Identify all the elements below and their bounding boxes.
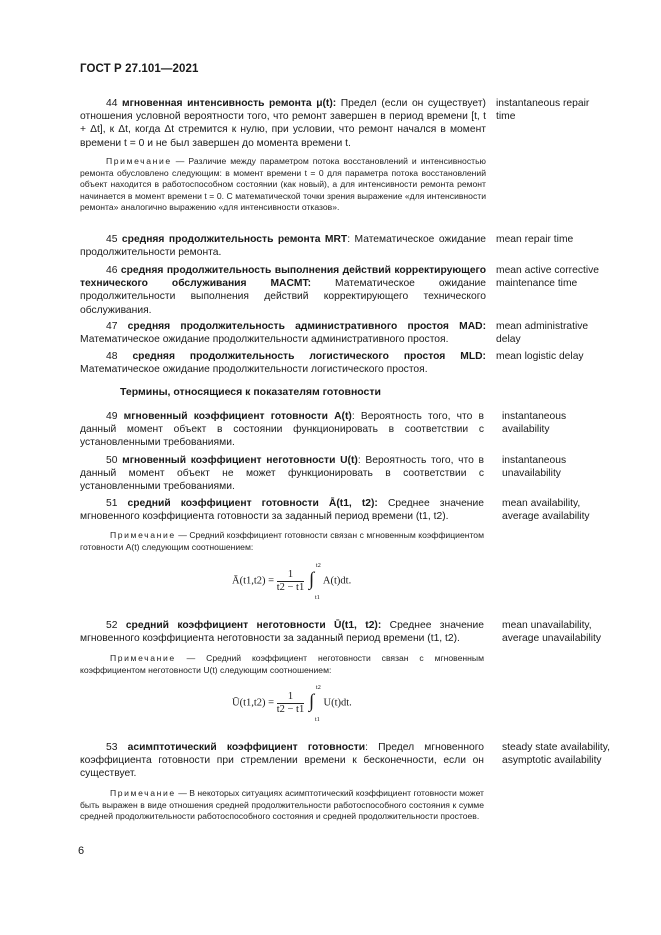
term-definition: Математическое ожидание продолжительности выполнения действий корректирующего технического обслуживания. <box>80 278 486 316</box>
term-number: 47 <box>106 321 118 332</box>
term-entry-44 <box>80 97 486 150</box>
term-name: средний коэффициент неготовности Ū(t1, t2): <box>125 620 382 631</box>
term-definition: Предел (если он существует) отношения условной вероятности того, что ремонт завершен в период времени [t, t + Δt], к Δt, когда Δt стремится к нулю, при условии, что ремонт начался в момент времени t = 0 и не был завершен до момента времени t. <box>80 98 486 149</box>
page-number: 6 <box>78 845 85 857</box>
term-name: средняя продолжительность логистического простоя MLD: <box>132 351 486 362</box>
term-number: 46 <box>106 265 118 276</box>
term-name: мгновенная интенсивность ремонта μ(t): <box>122 98 337 109</box>
term-definition: : Предел мгновенного коэффициента готовности при стремлении времени к бесконечности, если он существует. <box>80 742 484 780</box>
note-label: Примечание <box>110 788 176 798</box>
note-51 <box>80 530 484 553</box>
note-52 <box>80 653 484 676</box>
formula-rhs: A(t)dt. <box>322 575 352 587</box>
note-text: — В некоторых ситуациях асимптотический коэффициент готовности может быть выражен в виде отношения средней продолжительности работоспособного состояния к сумме средней продолжительности работоспособного состояния и средней продолжительности простоев. <box>80 788 484 822</box>
term-entry-51 <box>80 497 484 523</box>
term-number: 50 <box>106 455 118 466</box>
note-label: Примечание <box>110 530 176 540</box>
term-definition: : Вероятность того, что в данный момент объект в состоянии функционировать в соответствии с установленными требованиями. <box>80 411 484 449</box>
term-definition: : Математическое ожидание продолжительности ремонта. <box>80 234 486 259</box>
integral-sign: t2 ∫ t1 <box>308 684 321 723</box>
term-english-45: mean repair time <box>496 234 574 245</box>
term-entry-47 <box>80 320 486 346</box>
formula-rhs: U(t)dt. <box>323 697 352 709</box>
term-number: 53 <box>106 742 118 753</box>
term-english-53: steady state availability, asymptotic availability <box>502 742 610 767</box>
term-definition: Среднее значение мгновенного коэффициента готовности за заданный период времени (t1, t2). <box>80 498 484 523</box>
term-number: 49 <box>106 411 118 422</box>
term-entry-52 <box>80 619 484 645</box>
term-number: 45 <box>106 234 118 245</box>
term-definition: Математическое ожидание продолжительности логистического простоя. <box>80 364 428 376</box>
term-name: мгновенный коэффициент неготовности U(t) <box>122 455 358 466</box>
term-entry-49 <box>80 410 484 450</box>
term-entry-53 <box>80 741 484 781</box>
note-label: Примечание <box>110 653 176 663</box>
note-53 <box>80 788 484 823</box>
note-44 <box>80 156 486 214</box>
term-number: 44 <box>106 98 118 109</box>
term-definition: : Вероятность того, что в данный момент объект не может функционировать в соответствии с установленными требованиями. <box>80 455 484 493</box>
term-english-50: instantaneous unavailability <box>502 455 567 480</box>
term-definition: Математическое ожидание продолжительности административного простоя. <box>80 334 449 346</box>
note-text: — Средний коэффициент готовности связан с мгновенным коэффициентом готовности A(t) следующим соотношением: <box>80 530 484 552</box>
term-name: средний коэффициент готовности Ā(t1, t2): <box>127 498 378 509</box>
integral-sign: t2 ∫ t1 <box>308 562 321 601</box>
term-number: 48 <box>106 351 118 362</box>
term-entry-45 <box>80 233 486 259</box>
term-english-51: mean availability, average availability <box>502 498 590 523</box>
term-number: 52 <box>106 620 118 631</box>
page-header-title: ГОСТ Р 27.101—2021 <box>80 63 199 75</box>
fraction: $\frac{1}{t2 - t1}$ <box>276 690 305 715</box>
term-name: средняя продолжительность ремонта MRT <box>121 234 348 245</box>
term-english-46: mean active corrective maintenance time <box>496 265 600 290</box>
term-entry-50 <box>80 454 484 494</box>
note-text: — Средний коэффициент неготовности связан с мгновенным коэффициентом неготовности U(t) следующим соотношением: <box>80 653 484 675</box>
term-number: 51 <box>106 498 118 509</box>
term-entry-48 <box>80 350 486 376</box>
term-definition: Среднее значение мгновенного коэффициента неготовности за заданный период времени (t1, t2). <box>80 620 484 645</box>
term-english-49: instantaneous availability <box>502 411 567 436</box>
term-english-44: instantaneous repair time <box>496 98 590 123</box>
term-name: средняя продолжительность административного простоя MAD: <box>127 321 486 332</box>
term-entry-46 <box>80 264 486 317</box>
formula-lhs: Ā(t1,t2) = <box>232 575 275 587</box>
formula-mean-availability <box>232 562 352 601</box>
note-label: Примечание <box>106 156 172 166</box>
term-name: асимптотический коэффициент готовности <box>127 742 366 753</box>
formula-mean-unavailability <box>232 684 352 723</box>
term-english-47: mean administrative delay <box>496 321 589 346</box>
term-english-48: mean logistic delay <box>496 351 584 362</box>
fraction: $\frac{1}{t2 - t1}$ <box>276 568 305 593</box>
section-heading: Термины, относящиеся к показателям готовности <box>120 386 381 398</box>
note-text: — Различие между параметром потока восстановлений и интенсивностью ремонта обусловлено следующим: в момент времени t = 0 для параметра потока восстановлений объект находится в работоспособном состоянии (как новый), а для интенсивности ремонта ремонт начинается в момент времени t = 0. С математической точки зрения выражение «для интенсивности ремонта» аналогично выражению «для интенсивности отказов». <box>80 156 486 213</box>
term-english-52: mean unavailability, average unavailability <box>502 620 602 645</box>
term-name: средняя продолжительность выполнения действий корректирующего технического обслуживания MACMT: <box>80 265 486 290</box>
term-name: мгновенный коэффициент готовности A(t) <box>123 411 352 422</box>
formula-lhs: Ū(t1,t2) = <box>232 697 275 709</box>
